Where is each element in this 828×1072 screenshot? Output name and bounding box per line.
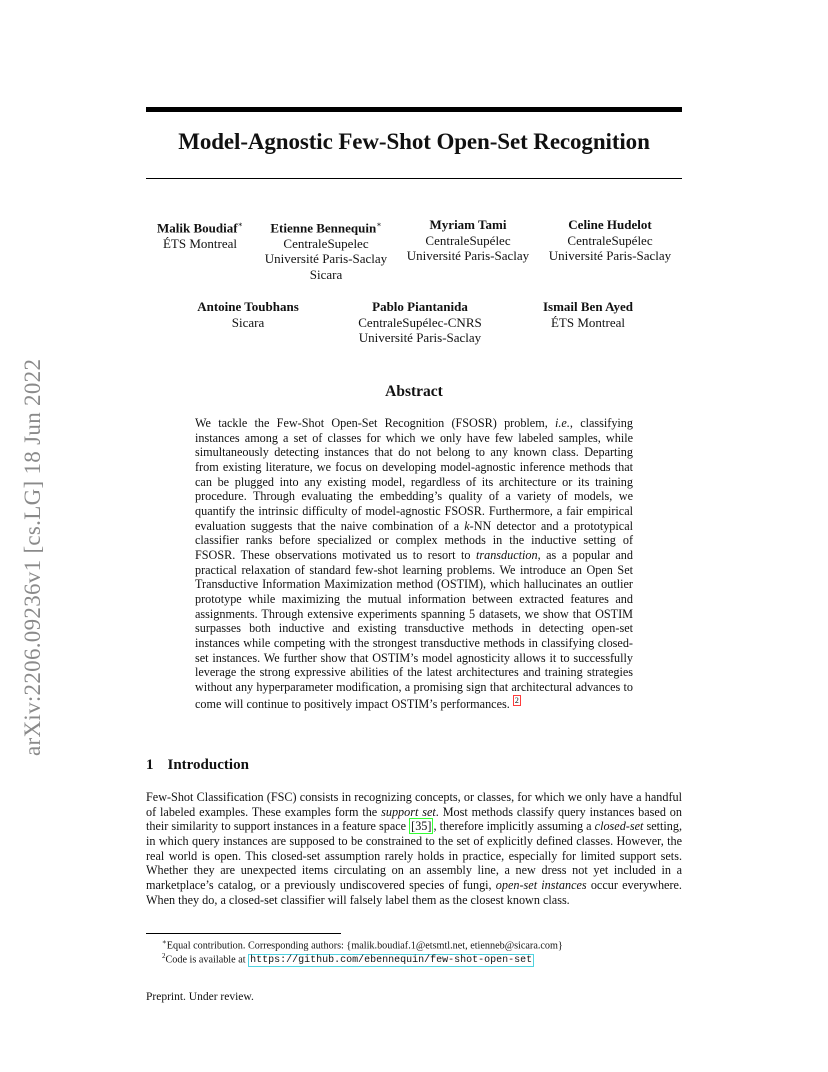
author-block <box>342 299 498 346</box>
author-affiliation: Université Paris-Saclay <box>358 330 482 345</box>
arxiv-sidebar <box>20 296 50 756</box>
author-affiliation: Université Paris-Saclay <box>406 248 530 263</box>
author-affiliation: CentraleSupélec <box>425 232 511 248</box>
footnote-rule <box>146 933 341 934</box>
author-affiliation: ÉTS Montreal <box>550 314 625 330</box>
preprint-notice: Preprint. Under review. <box>146 991 254 1003</box>
title-top-rule <box>146 107 682 112</box>
author-name: Etienne Bennequin <box>270 220 377 236</box>
author-name: Ismail Ben Ayed <box>542 299 634 314</box>
author-name: Pablo Piantanida <box>372 299 468 314</box>
footnote-2: $^2$Code is available at https://github.com/ebennequin/few-shot-open-set <box>162 952 533 967</box>
footnote-link[interactable]: 2 <box>514 696 519 706</box>
author-affiliation: Université Paris-Saclay <box>548 248 672 263</box>
author-affiliation: CentraleSupelec <box>283 235 369 251</box>
author-affiliation: CentraleSupélec-CNRS <box>358 314 482 330</box>
introduction-paragraph: Few-Shot Classification (FSC) consists in recognizing concepts, or classes, for which we only have a handful of labeled examples. These examples form the support set. Most methods classify query instances based on their similarity to support instances in a feature space [35] , therefore implicitly assuming a closed-set setting, in which query instances are supposed to be constrained to the set of explicitly defined classes. However, the real world is open. This closed-set assumption rarely holds in practice, especially for limited support sets. Whether they are unexpected items circulating on an assembly line, a new dress not yet included in a marketplace’s catalog, or a previously undiscovered species of fungi, open-set instances occur everywhere. When they do, a closed-set classifier will falsely label them as the closest known class. <box>146 790 683 907</box>
section-heading: 1 Introduction <box>146 757 249 773</box>
code-repository-link[interactable]: https://github.com/ebennequin/few-shot-open-set <box>250 955 533 967</box>
author-block <box>180 299 316 330</box>
abstract-text: We tackle the Few-Shot Open-Set Recognition (FSOSR) problem, i.e., classifying instances among a set of classes for which we only have few labeled samples, while simultaneously detecting instances that do not belong to any known class. Departing from existing literature, we focus on developing model-agnostic inference methods that can be plugged into any existing model, regardless of its architecture or its training procedure. Through evaluating the embedding’s quality of a variety of models, we quantify the intrinsic difficulty of model-agnostic FSOSR. Furthermore, a fair empirical evaluation suggests that the naive combination of a k-NN detector and a prototypical classifier ranks before specialized or complex methods in the inductive setting of FSOSR. These observations motivated us to resort to transduction, as a popular and practical relaxation of standard few-shot learning problems. We introduce an Open Set Transductive Information Maximization method (OSTIM), which hallucinates an outlier prototype while maximizing the mutual information between extracted features and assignments. Through extensive experiments spanning 5 datasets, we show that OSTIM surpasses both inductive and existing transductive methods in detecting open-set instances while competing with the strongest transductive methods in classifying closed-set instances. We further show that OSTIM’s model agnosticity allows it to successfully leverage the strong expressive abilities of the latest architectures and training strategies without any hyperparameter modification, a promising sign that architectural advances to come will continue to positively impact OSTIM’s performances. $^2$ <box>195 416 633 712</box>
author-affiliation: CentraleSupélec <box>567 232 653 248</box>
author-name: Antoine Toubhans <box>197 299 299 314</box>
author-affiliation: Université Paris-Saclay <box>264 251 388 267</box>
arxiv-identifier: arXiv:2206.09236v1 [cs.LG] 18 Jun 2022 <box>20 358 45 756</box>
author-affiliation: ÉTS Montreal <box>162 235 237 251</box>
author-name: Myriam Tami <box>429 217 507 232</box>
author-block <box>520 299 656 330</box>
equal-contribution-mark: ∗ <box>376 220 382 229</box>
author-affiliation: Sicara <box>309 266 343 282</box>
author-name: Celine Hudelot <box>568 217 652 232</box>
citation-link[interactable]: [35] <box>411 819 432 834</box>
footnote-1: ∗Equal contribution. Corresponding authors: {malik.boudiaf.1@etsmtl.net, etienneb@sicara.com} <box>162 938 563 952</box>
author-block <box>400 217 536 264</box>
author-block <box>256 217 396 282</box>
author-block <box>146 217 254 251</box>
paper-title: Model-Agnostic Few-Shot Open-Set Recognition <box>178 129 650 154</box>
title-bottom-rule <box>146 178 682 179</box>
author-block <box>542 217 678 264</box>
abstract-heading: Abstract <box>385 383 443 400</box>
author-affiliation: Sicara <box>231 314 265 330</box>
author-name: Malik Boudiaf <box>157 220 238 236</box>
equal-contribution-mark: ∗ <box>237 220 243 229</box>
